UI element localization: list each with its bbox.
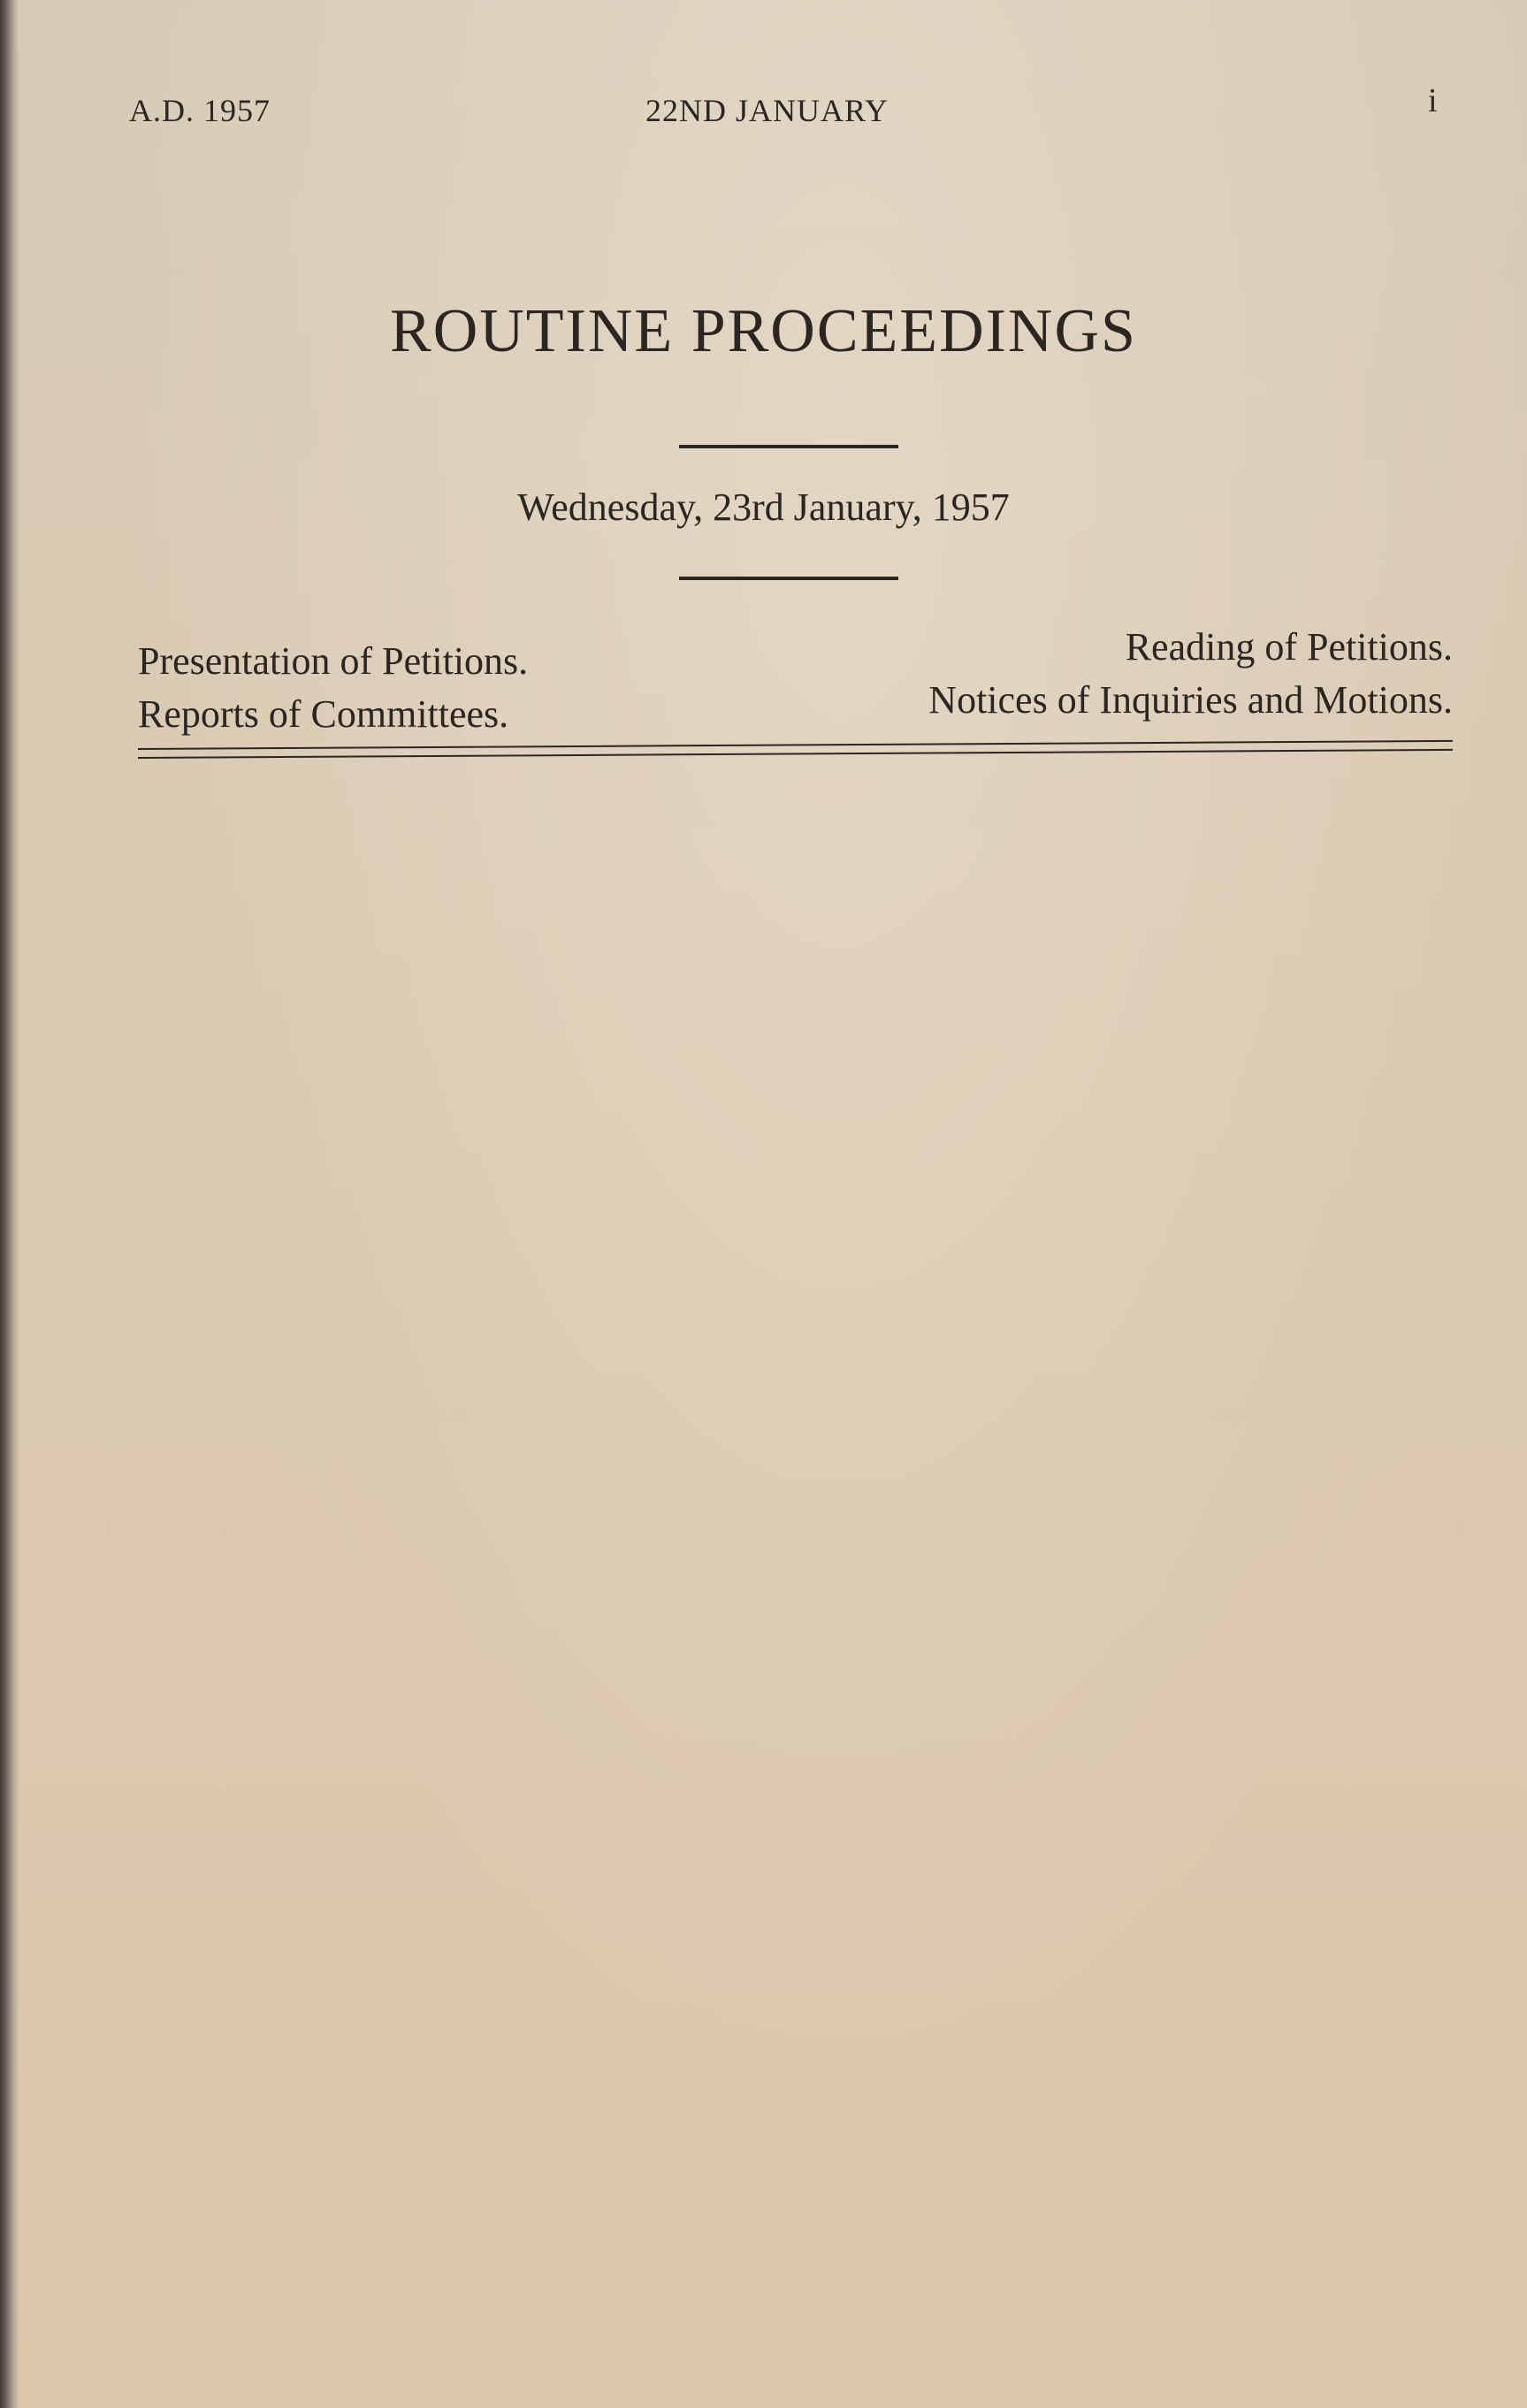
proceeding-item-notices-of-inquiries: Notices of Inquiries and Motions.: [928, 678, 1453, 722]
divider-rule: [679, 577, 898, 580]
double-rule-divider: [138, 740, 1453, 759]
session-date: Wednesday, 23rd January, 1957: [517, 485, 1010, 529]
proceeding-item-reading-of-petitions: Reading of Petitions.: [1125, 625, 1453, 669]
page-number: i: [1428, 82, 1439, 119]
running-head-year: A.D. 1957: [129, 93, 271, 128]
proceeding-item-reports-of-committees: Reports of Committees.: [138, 692, 509, 736]
proceeding-item-presentation-of-petitions: Presentation of Petitions.: [138, 639, 529, 683]
running-head-date: 22ND JANUARY: [645, 93, 889, 128]
divider-rule: [679, 445, 898, 448]
page-title: ROUTINE PROCEEDINGS: [390, 297, 1137, 365]
